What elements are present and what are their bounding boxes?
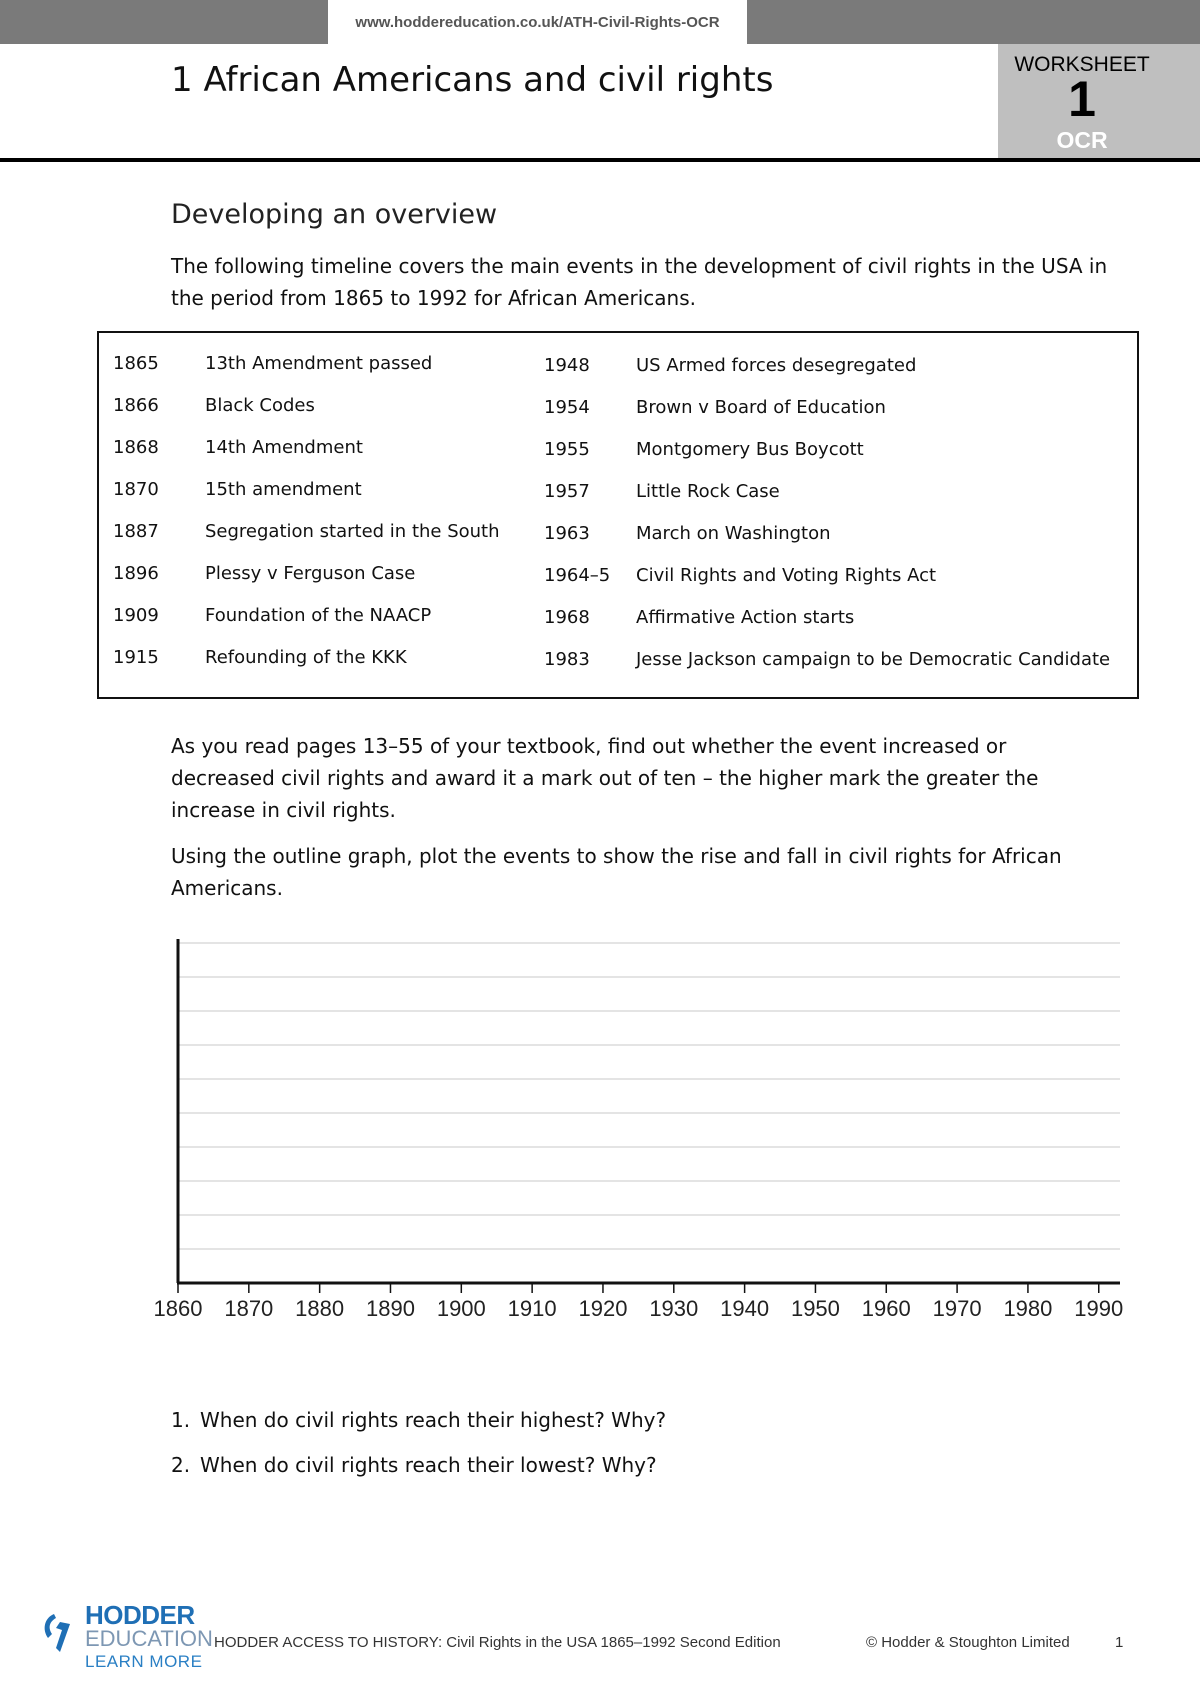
intro-paragraph: The following timeline covers the main events in the development of civil rights in the USA in the period from 1865 to 1992 for African Americans. [171, 254, 1108, 310]
question-text: When do civil rights reach their lowest? Why? [200, 1453, 657, 1477]
timeline-event: Little Rock Case [636, 481, 780, 502]
x-tick-label: 1920 [578, 1296, 628, 1321]
timeline-event: Plessy v Ferguson Case [205, 563, 416, 584]
worksheet-badge [998, 44, 1200, 160]
timeline-year: 1968 [544, 607, 590, 628]
timeline-row [544, 397, 1134, 427]
timeline-year: 1963 [544, 523, 590, 544]
worksheet-label: WORKSHEET [1014, 53, 1150, 76]
timeline-year: 1909 [113, 605, 159, 626]
timeline-year: 1866 [113, 395, 159, 416]
timeline-row [113, 521, 533, 551]
timeline-row [113, 605, 533, 635]
reading-instruction: As you read pages 13–55 of your textbook, find out whether the event increased or decreased civil rights and award it a mark out of ten – the higher mark the greater the increase in civil rights. [171, 734, 1039, 822]
worksheet-number: 1 [1068, 71, 1096, 127]
footer-copyright: © Hodder & Stoughton Limited [866, 1634, 1070, 1651]
timeline-row [544, 523, 1134, 553]
logo-mark-icon [40, 1608, 80, 1658]
x-tick-label: 1880 [295, 1296, 345, 1321]
timeline-row [113, 647, 533, 677]
timeline-row [113, 395, 533, 425]
footer-book-title: HODDER ACCESS TO HISTORY: Civil Rights in the USA 1865–1992 Second Edition [214, 1634, 781, 1651]
timeline-box [97, 331, 1139, 699]
x-tick-label: 1940 [720, 1296, 770, 1321]
timeline-event: Civil Rights and Voting Rights Act [636, 565, 937, 586]
timeline-event: Montgomery Bus Boycott [636, 439, 864, 460]
x-tick-label: 1960 [861, 1296, 911, 1321]
timeline-event: Black Codes [205, 395, 315, 416]
timeline-event: Segregation started in the South [205, 521, 500, 542]
question-number: 2. [171, 1453, 191, 1477]
plotting-instruction: Using the outline graph, plot the events to show the rise and fall in civil rights for African Americans. [171, 844, 1062, 900]
logo-subname: EDUCATION [85, 1626, 213, 1651]
timeline-year: 1868 [113, 437, 159, 458]
timeline-event: Jesse Jackson campaign to be Democratic Candidate [636, 649, 1111, 670]
x-tick-label: 1890 [366, 1296, 415, 1321]
logo-name: HODDER [85, 1600, 195, 1630]
timeline-event: 15th amendment [205, 479, 362, 500]
timeline-event: Foundation of the NAACP [205, 605, 432, 626]
footer-page-number: 1 [1115, 1634, 1124, 1651]
timeline-year: 1964–5 [544, 565, 611, 586]
x-tick-label: 1910 [507, 1296, 557, 1321]
outline-graph [150, 935, 1130, 1325]
title-divider [0, 158, 1200, 162]
timeline-year: 1870 [113, 479, 159, 500]
question-item [171, 1453, 657, 1477]
x-tick-label: 1950 [790, 1296, 840, 1321]
x-tick-label: 1990 [1074, 1296, 1124, 1321]
timeline-event: Refounding of the KKK [205, 647, 407, 668]
x-tick-label: 1870 [224, 1296, 274, 1321]
timeline-event: March on Washington [636, 523, 831, 544]
timeline-event: Brown v Board of Education [636, 397, 886, 418]
timeline-row [113, 563, 533, 593]
page-title: 1 African Americans and civil rights [171, 60, 774, 100]
section-subtitle: Developing an overview [171, 199, 498, 230]
timeline-row [544, 607, 1134, 637]
timeline-row [544, 439, 1134, 469]
timeline-event: US Armed forces desegregated [636, 355, 917, 376]
timeline-year: 1915 [113, 647, 159, 668]
timeline-row [544, 649, 1134, 679]
timeline-year: 1896 [113, 563, 159, 584]
timeline-event: Affirmative Action starts [636, 607, 855, 628]
timeline-year: 1983 [544, 649, 590, 670]
question-number: 1. [171, 1408, 191, 1432]
timeline-row [113, 353, 533, 383]
timeline-row [544, 355, 1134, 385]
timeline-row [113, 479, 533, 509]
timeline-year: 1948 [544, 355, 590, 376]
hodder-logo [40, 1600, 213, 1672]
x-tick-label: 1970 [932, 1296, 982, 1321]
x-tick-label: 1860 [153, 1296, 203, 1321]
logo-tagline: LEARN MORE [85, 1652, 203, 1671]
website-url[interactable]: www.hoddereducation.co.uk/ATH-Civil-Rights-OCR [328, 0, 747, 44]
timeline-year: 1887 [113, 521, 159, 542]
question-text: When do civil rights reach their highest? Why? [200, 1408, 667, 1432]
timeline-row [544, 565, 1134, 595]
x-tick-label: 1980 [1003, 1296, 1053, 1321]
x-tick-label: 1930 [649, 1296, 699, 1321]
x-tick-label: 1900 [436, 1296, 486, 1321]
timeline-year: 1865 [113, 353, 159, 374]
timeline-year: 1957 [544, 481, 590, 502]
question-item [171, 1408, 666, 1432]
exam-board: OCR [1056, 127, 1108, 153]
timeline-row [113, 437, 533, 467]
timeline-year: 1954 [544, 397, 590, 418]
timeline-event: 13th Amendment passed [205, 353, 433, 374]
timeline-row [544, 481, 1134, 511]
timeline-year: 1955 [544, 439, 590, 460]
timeline-event: 14th Amendment [205, 437, 363, 458]
